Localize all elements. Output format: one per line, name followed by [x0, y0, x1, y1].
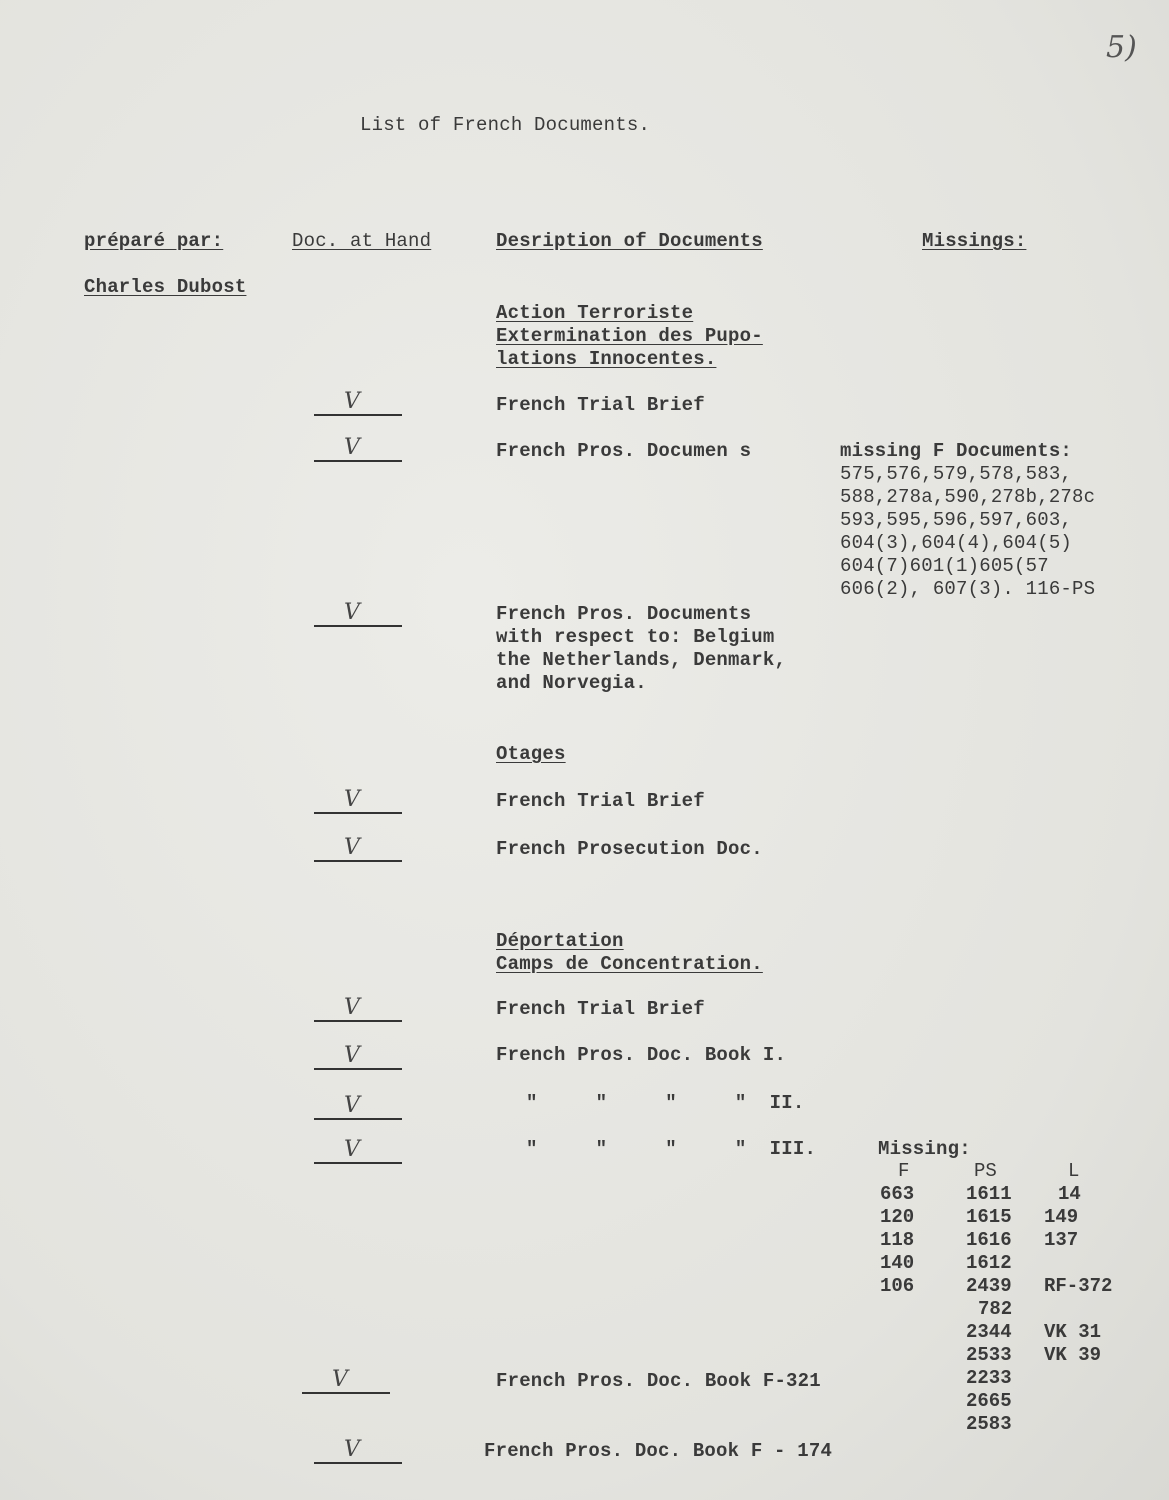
missing-l-value: RF-372 — [1044, 1275, 1113, 1297]
missing-ps-value: 1612 — [966, 1252, 1012, 1274]
missing-f-line-6: 604(7)601(1)605(57 — [840, 555, 1049, 577]
check-row — [302, 1367, 390, 1394]
page-number: 5) — [1106, 30, 1137, 65]
missing-f-value: 140 — [880, 1252, 915, 1274]
missing-f-line-7: 606(2), 607(3). 116-PS — [840, 578, 1096, 600]
item-otages-trial-brief: French Trial Brief — [496, 790, 705, 812]
item-otages-prosecution-doc: French Prosecution Doc. — [496, 838, 763, 860]
missing-l-value: VK 39 — [1044, 1344, 1102, 1366]
item-deportation-book-3: " " " " III. — [526, 1138, 817, 1160]
missing-ps-value: 1611 — [966, 1183, 1012, 1205]
check-row — [314, 787, 402, 814]
check-row — [314, 1137, 402, 1164]
missing-f-value: 120 — [880, 1206, 915, 1228]
section-heading-action-2: Extermination des Pupo- — [496, 325, 763, 347]
item-action-trial-brief: French Trial Brief — [496, 394, 705, 416]
checkmark: V — [344, 600, 360, 625]
checkmark: V — [344, 1043, 360, 1068]
item-deportation-book-f174: French Pros. Doc. Book F - 174 — [484, 1440, 833, 1462]
missing-ps-value: 1615 — [966, 1206, 1012, 1228]
missing-ps-value: 2583 — [966, 1413, 1012, 1435]
checkmark: V — [344, 389, 360, 414]
checkmark: V — [344, 1437, 360, 1462]
checkmark: V — [344, 1137, 360, 1162]
document-title: List of French Documents. — [360, 114, 651, 136]
item-action-respect-2: with respect to: Belgium — [496, 626, 775, 648]
check-row — [314, 1437, 402, 1464]
item-deportation-book-2: " " " " II. — [526, 1092, 805, 1114]
checkmark: V — [344, 835, 360, 860]
section-heading-action-1: Action Terroriste — [496, 302, 694, 324]
item-action-respect-3: the Netherlands, Denmark, — [496, 649, 787, 671]
missing-l-value: 14 — [1058, 1183, 1081, 1205]
item-deportation-trial-brief: French Trial Brief — [496, 998, 705, 1020]
section-heading-deportation-2: Camps de Concentration. — [496, 953, 763, 975]
checkmark: V — [344, 1093, 360, 1118]
check-row — [314, 1093, 402, 1120]
check-row — [314, 600, 402, 627]
missing-l-value: VK 31 — [1044, 1321, 1102, 1343]
missing-ps-value: 2665 — [966, 1390, 1012, 1412]
item-deportation-book-f321: French Pros. Doc. Book F-321 — [496, 1370, 821, 1392]
missing-ps-value: 2344 — [966, 1321, 1012, 1343]
item-deportation-book-1: French Pros. Doc. Book I. — [496, 1044, 787, 1066]
checkmark: V — [344, 787, 360, 812]
missing-l-value: 137 — [1044, 1229, 1079, 1251]
item-action-respect-1: French Pros. Documents — [496, 603, 752, 625]
missing-ps-value: 2439 — [966, 1275, 1012, 1297]
missing-f-value: 118 — [880, 1229, 915, 1251]
missing-ps-value: 1616 — [966, 1229, 1012, 1251]
item-action-respect-4: and Norvegia. — [496, 672, 647, 694]
checkmark: V — [344, 435, 360, 460]
check-row — [314, 995, 402, 1022]
item-action-pros-docs: French Pros. Documen s — [496, 440, 752, 462]
missing-f-line-4: 593,595,596,597,603, — [840, 509, 1073, 531]
section-heading-deportation-1: Déportation — [496, 930, 624, 952]
missing-f-line-2: 575,576,579,578,583, — [840, 463, 1073, 485]
header-missings: Missings: — [922, 230, 1027, 252]
missing-l-value: 149 — [1044, 1206, 1079, 1228]
missing-col-ps-header: PS — [974, 1160, 997, 1182]
preparer-name: Charles Dubost — [84, 276, 247, 298]
check-row — [314, 389, 402, 416]
section-heading-otages: Otages — [496, 743, 566, 765]
missing-label: Missing: — [878, 1138, 971, 1160]
header-doc-at-hand: Doc. at Hand — [292, 230, 432, 252]
missing-f-value: 663 — [880, 1183, 915, 1205]
missing-ps-value: 2533 — [966, 1344, 1012, 1366]
checkmark: V — [332, 1367, 348, 1392]
header-prepared-by: préparé par: — [84, 230, 224, 252]
check-row — [314, 1043, 402, 1070]
missing-f-value: 106 — [880, 1275, 915, 1297]
section-heading-action-3: lations Innocentes. — [496, 348, 717, 370]
missing-ps-value: 782 — [978, 1298, 1013, 1320]
check-row — [314, 435, 402, 462]
missing-col-l-header: L — [1068, 1160, 1080, 1182]
checkmark: V — [344, 995, 360, 1020]
missing-f-line-3: 588,278a,590,278b,278c — [840, 486, 1096, 508]
missing-col-f-header: F — [898, 1160, 910, 1182]
header-description: Desription of Documents — [496, 230, 763, 252]
missing-ps-value: 2233 — [966, 1367, 1012, 1389]
check-row — [314, 835, 402, 862]
missing-f-line-5: 604(3),604(4),604(5) — [840, 532, 1073, 554]
missing-f-line-1: missing F Documents: — [840, 440, 1073, 462]
